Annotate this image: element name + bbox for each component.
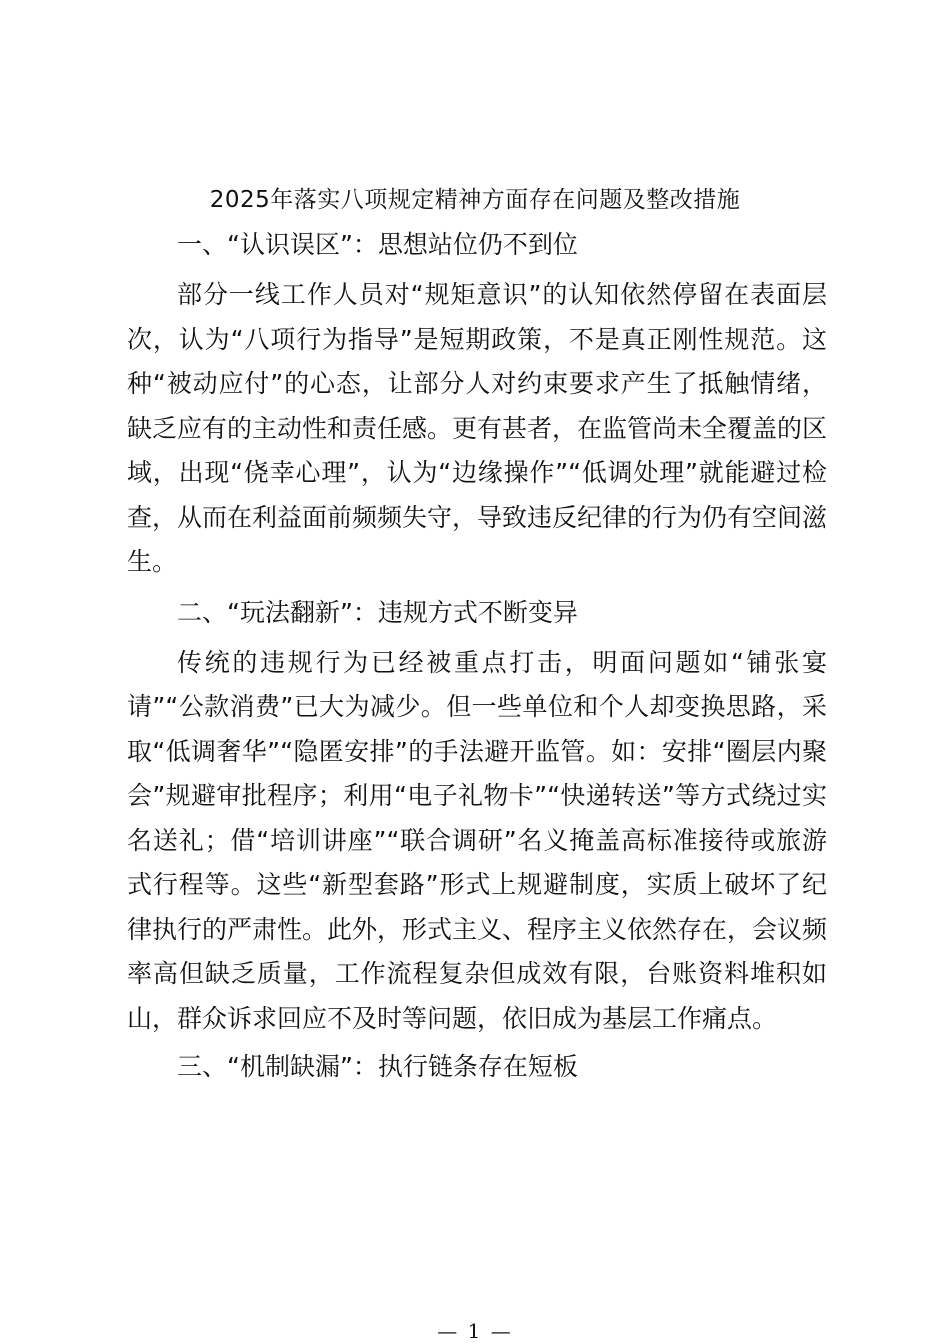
page-number: — 1 — [437,1319,513,1343]
section-heading-2: 二、“玩法翻新”：违规方式不断变异 [177,597,578,627]
section-heading-3: 三、“机制缺漏”：执行链条存在短板 [177,1052,578,1081]
section-paragraph-1: 部分一线工作人员对“规矩意识”的认知依然停留在表面层次，认为“八项行为指导”是短期政策，不是真正刚性规范。这种“被动应付”的心态，让部分人对约束要求产生了抵触情绪，缺乏应有的主动性和责任感。更有甚者，在监管尚未全覆盖的区域，出现“侥幸心理”，认为“边缘操作”“低调处理”就能避过检查，从而在利益面前频频失守，导致违反纪律的行为仍有空间滋生。 [127,280,828,576]
document-body [127,225,827,1087]
section-paragraph-2: 传统的违规行为已经被重点打击，明面问题如“铺张宴请”“公款消费”已大为减少。但一些单位和个人却变换思路，采取“低调奢华”“隐匿安排”的手法避开监管。如：安排“圈层内聚会”规避审批程序；利用“电子礼物卡”“快递转送”等方式绕过实名送礼；借“培训讲座”“联合调研”名义掩盖高标准接待或旅游式行程等。这些“新型套路”形式上规避制度，实质上破坏了纪律执行的严肃性。此外，形式主义、程序主义依然存在，会议频率高但缺乏质量，工作流程复杂但成效有限，台账资料堆积如山，群众诉求回应不及时等问题，依旧成为基层工作痛点。 [127,647,828,1033]
section-heading-1: 一、“认识误区”：思想站位仍不到位 [177,230,578,259]
document-title: 2025年落实八项规定精神方面存在问题及整改措施 [209,187,741,213]
